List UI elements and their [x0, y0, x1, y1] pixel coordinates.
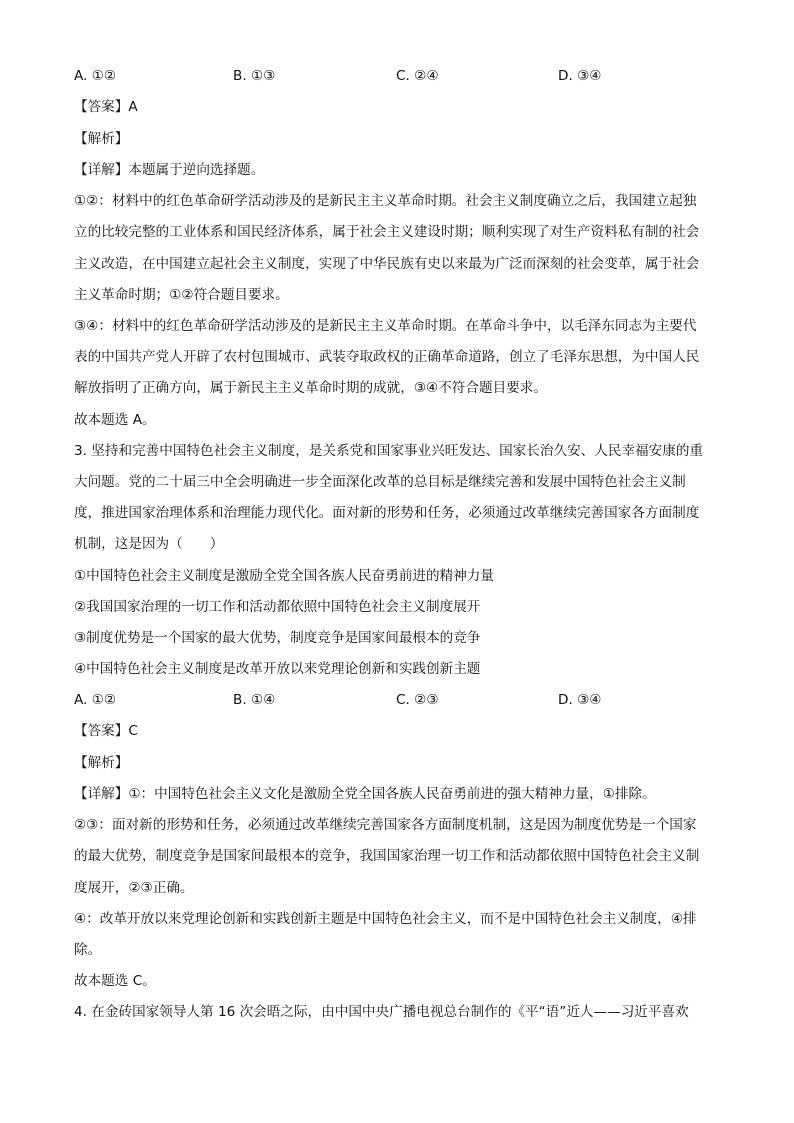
q3-stem-line: 度，推进国家治理体系和治理能力现代化。面对新的形势和任务，必须通过改革继续完善国家各方面制度: [74, 505, 700, 521]
q3-stem-line: 机制，这是因为（ ）: [74, 536, 224, 552]
q3-answer: 【答案】C: [74, 723, 138, 739]
q3-stem-line: 大问题。党的二十届三中全会明确进一步全面深化改革的总目标是继续完善和发展中国特色社会主义制: [74, 474, 686, 490]
q2-option-b: B. ①③: [233, 68, 276, 84]
q2-analysis-line: ①②：材料中的红色革命研学活动涉及的是新民主主义革命时期。社会主义制度确立之后，我国建立起独: [74, 193, 697, 209]
q3-conclusion: 故本题选 C。: [74, 973, 156, 989]
q3-statement: ①中国特色社会主义制度是激励全党全国各族人民奋勇前进的精神力量: [74, 568, 494, 584]
q2-option-d: D. ③④: [558, 68, 602, 84]
q2-analysis-label: 【解析】: [74, 131, 129, 147]
q2-analysis-line: 表的中国共产党人开辟了农村包围城市、武装夺取政权的正确革命道路，创立了毛泽东思想，为中国人民: [74, 349, 700, 365]
q3-option-b: B. ①④: [233, 692, 276, 708]
q3-analysis-label: 【解析】: [74, 755, 129, 771]
q2-conclusion: 故本题选 A。: [74, 412, 156, 428]
q2-option-c: C. ②④: [396, 68, 439, 84]
q2-option-a: A. ①②: [74, 68, 117, 84]
q2-analysis-line: 立的比较完整的工业体系和国民经济体系，属于社会主义建设时期；顺利实现了对生产资料私有制的社会: [74, 224, 700, 240]
q4-stem-line: 4. 在金砖国家领导人第 16 次会晤之际，由中国中央广播电视总台制作的《平“语”近人——习近平喜欢: [74, 1004, 689, 1020]
q3-analysis-line: 【详解】①：中国特色社会主义文化是激励全党全国各族人民奋勇前进的强大精神力量，①排除。: [74, 786, 656, 802]
q2-answer: 【答案】A: [74, 99, 138, 115]
q3-statement: ④中国特色社会主义制度是改革开放以来党理论创新和实践创新主题: [74, 661, 481, 677]
q2-analysis-line: 解放指明了正确方向，属于新民主主义革命时期的成就，③④不符合题目要求。: [74, 380, 547, 396]
q2-analysis-line: 主义改造，在中国建立起社会主义制度，实现了中华民族有史以来最为广泛而深刻的社会变革，属于社会: [74, 256, 700, 272]
q2-analysis-line: ③④：材料中的红色革命研学活动涉及的是新民主主义革命时期。在革命斗争中，以毛泽东同志为主要代: [74, 318, 697, 334]
q3-option-d: D. ③④: [558, 692, 602, 708]
q3-analysis-line: ④：改革开放以来党理论创新和实践创新主题是中国特色社会主义，而不是中国特色社会主义制度，④排: [74, 911, 697, 927]
q3-analysis-line: 度展开，②③正确。: [74, 880, 194, 896]
q3-statement: ②我国国家治理的一切工作和活动都依照中国特色社会主义制度展开: [74, 599, 481, 615]
q3-stem-line: 3. 坚持和完善中国特色社会主义制度，是关系党和国家事业兴旺发达、国家长治久安、人民幸福安康的重: [74, 443, 704, 459]
q3-analysis-line: 的最大优势，制度竞争是国家间最根本的竞争，我国国家治理一切工作和活动都依照中国特色社会主义制: [74, 848, 700, 864]
q3-option-c: C. ②③: [396, 692, 439, 708]
q3-analysis-line: 除。: [74, 942, 102, 958]
q2-analysis-line: 【详解】本题属于逆向选择题。: [74, 162, 265, 178]
q3-option-a: A. ①②: [74, 692, 117, 708]
q2-analysis-line: 主义革命时期；①②符合题目要求。: [74, 287, 289, 303]
q3-statement: ③制度优势是一个国家的最大优势，制度竞争是国家间最根本的竞争: [74, 630, 481, 646]
q3-analysis-line: ②③：面对新的形势和任务，必须通过改革继续完善国家各方面制度机制，这是因为制度优势是一个国家: [74, 817, 697, 833]
